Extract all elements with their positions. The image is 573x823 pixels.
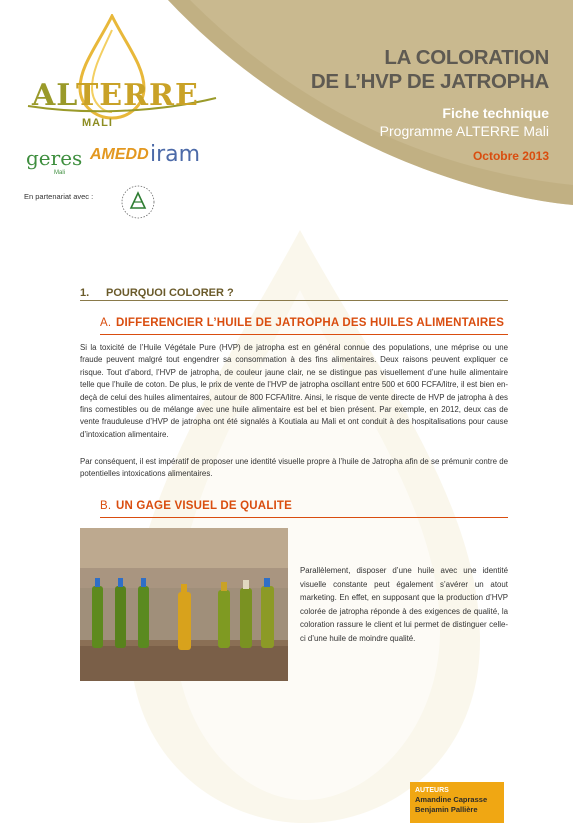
subsection-a-letter: A. (100, 317, 112, 329)
paragraph-quality: Parallèlement, disposer d’une huile avec une identité visuelle constante peut également s’avérer un atout marketing. En effet, en supposant que la production d’HVP colorée de jatropha réponde à des exigences de qualité, la coloration rassure le client et lui permet de distinguer celle-ci d’une huile de moindre qualité. (300, 566, 508, 643)
document-title-block (249, 46, 549, 163)
bottle-green-6 (261, 578, 274, 648)
bottle-green-5 (240, 580, 252, 648)
subsection-a-divider (100, 334, 508, 335)
partner-logos (26, 140, 226, 174)
bottle-green-2 (115, 578, 126, 648)
amedd-logo: AMEDD (90, 146, 149, 163)
document-title-line-1: LA COLORATION (384, 46, 549, 69)
subsection-a-title: DIFFERENCIER L’HUILE DE JATROPHA DES HUILES ALIMENTAIRES (116, 317, 505, 329)
subsection-a-heading (100, 317, 504, 329)
document-type: Fiche technique (442, 105, 549, 121)
paragraph-conclusion: Par conséquent, il est impératif de proposer une identité visuelle propre à l’huile de Jatropha afin de se prémunir contre de potentielles intoxications alimentaires. (80, 457, 508, 479)
iram-logo: iram (150, 142, 201, 167)
document-title-line-2: DE L’HVP DE JATROPHA (310, 70, 549, 93)
alterre-wordmark: ALTERRE (32, 78, 199, 113)
geres-logo-sub: Mali (54, 170, 66, 176)
bottle-green-3 (138, 578, 149, 648)
authors-label: AUTEURS (415, 787, 449, 794)
partner-seal-icon (118, 182, 158, 222)
program-name: Programme ALTERRE Mali (379, 123, 549, 139)
author-name: Benjamin Pallière (415, 805, 478, 814)
subsection-b-heading (100, 500, 292, 512)
geres-logo: geres (26, 146, 83, 170)
section-divider (80, 300, 508, 301)
partnership-label: En partenariat avec : (24, 192, 94, 201)
publication-date: Octobre 2013 (472, 149, 549, 163)
alterre-subtitle: MALI (82, 117, 113, 129)
subsection-b-letter: B. (100, 500, 112, 512)
bottle-yellow (178, 584, 191, 650)
section-number: 1. (80, 287, 90, 299)
bottles-photo (80, 528, 288, 681)
subsection-b-divider (100, 517, 508, 518)
bottle-green-4 (218, 582, 230, 648)
section-title: POURQUOI COLORER ? (106, 287, 234, 299)
bottle-green-1 (92, 578, 103, 648)
author-name: Amandine Caprasse (415, 795, 488, 804)
paragraph-toxicity: Si la toxicité de l’Huile Végétale Pure (HVP) de jatropha est en général connue des populations, une méprise ou une fraude peuvent malgré tout engendrer sa consommation à des fins alimentaires. Deux raisons peuvent expliquer ce risque. Tout d’abord, l’HVP de jatropha, de couleur jaune clair, ne se distingue pas visuellement d’une huile alimentaire telle que l’huile de coton. De plus, le prix de vente de l’HVP de jatropha oscillant entre 500 et 600 FCFA/litre, il est bien en-deçà de celui des huiles alimentaires, autour de 800 FCFA/litre. Ainsi, le risque de vente directe de HVP de jatropha à des fins comestibles ou de mélange avec une huile alimentaire est bel et bien présent. Par exemple, en 2012, deux cas de vente frauduleuse d’HVP de jatropha ont été signalés à Koutiala au Mali et ont conduit à des hospitalisations pour cause d’intoxication alimentaire. (80, 343, 508, 439)
authors-box (410, 782, 504, 823)
section-heading (80, 283, 508, 301)
subsection-b-title: UN GAGE VISUEL DE QUALITE (116, 500, 293, 512)
